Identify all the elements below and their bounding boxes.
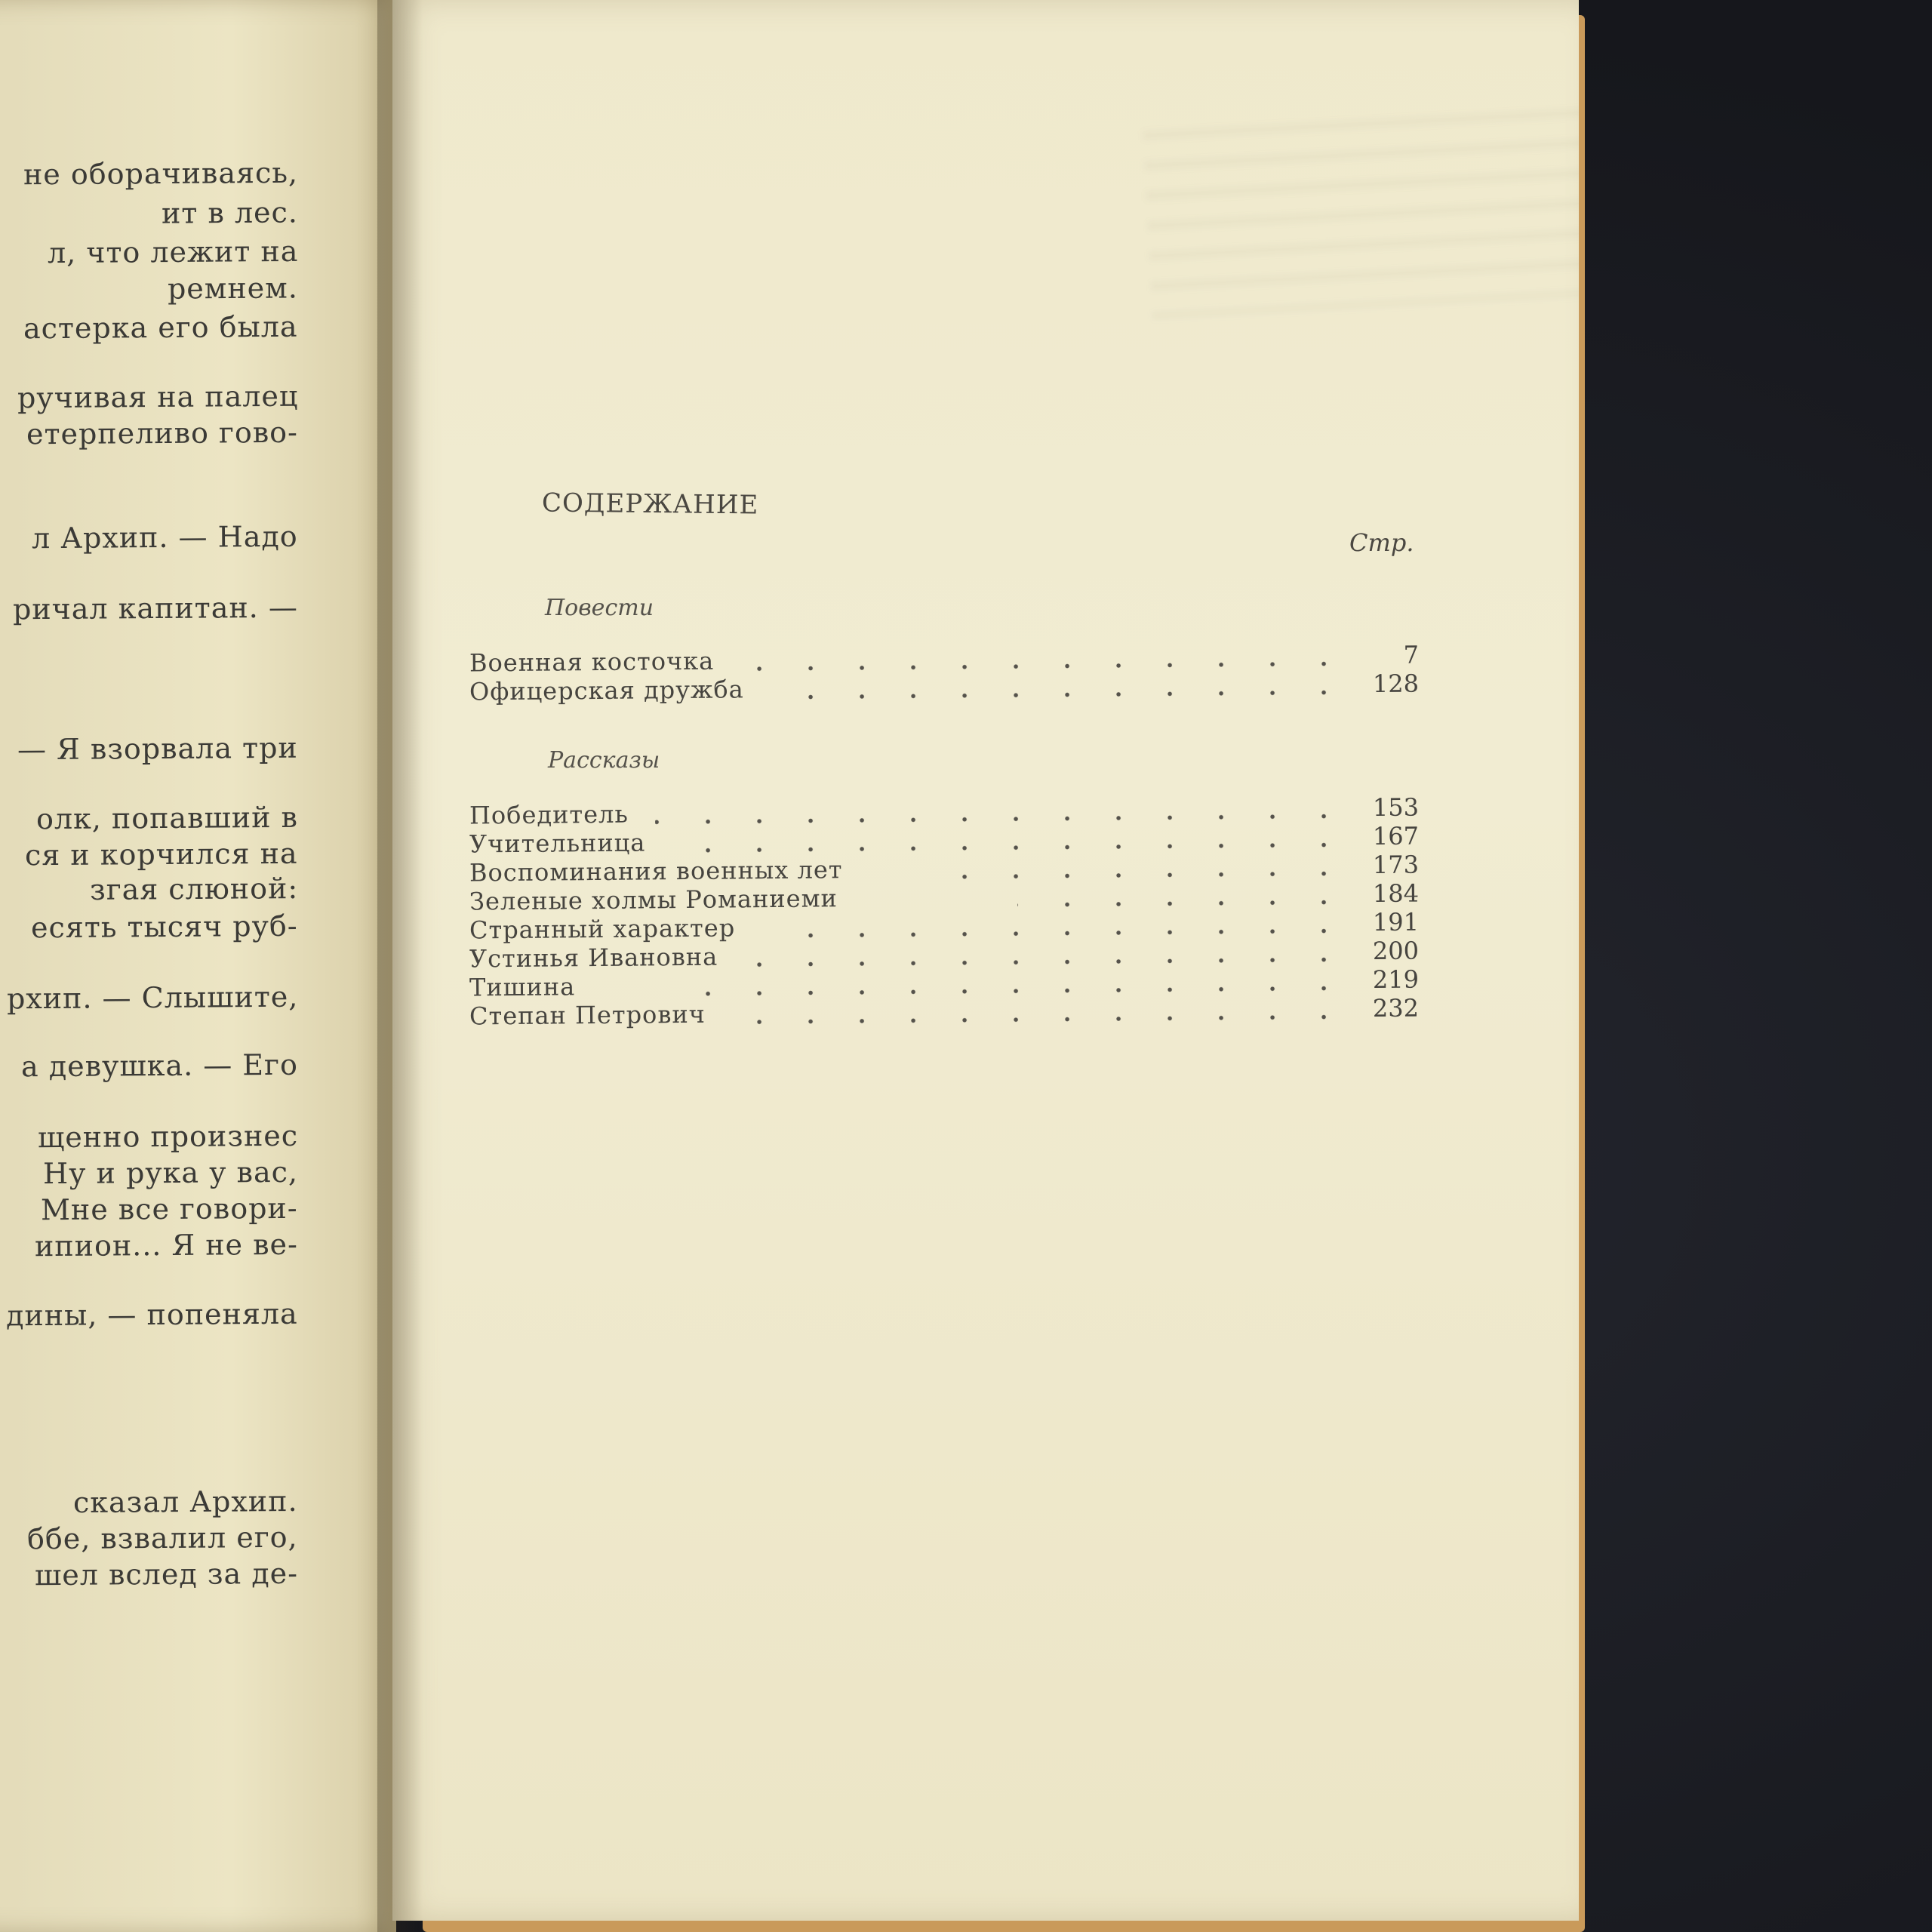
toc-entry-page: 153: [1372, 792, 1420, 823]
toc-entry-page: 184: [1372, 878, 1420, 909]
left-page-line: — Я взорвала три: [17, 731, 299, 767]
toc-dot-leader: [776, 689, 1349, 700]
toc-entry-title: Странный характер: [469, 913, 736, 945]
left-page-line: етерпеливо гово-: [26, 415, 299, 451]
left-page-line: астерка его была: [23, 309, 299, 346]
left-page-line: а девушка. — Его: [20, 1048, 299, 1084]
toc-entry-page: 167: [1372, 821, 1420, 851]
left-page-line: сказал Архип.: [73, 1484, 299, 1520]
left-page-line: ричал капитан. —: [12, 590, 299, 626]
toc-dot-leader: [746, 1014, 1349, 1025]
toc-title: СОДЕРЖАНИЕ: [541, 488, 759, 521]
left-page-line: Ну и рука у вас,: [42, 1155, 299, 1191]
left-page: [0, 0, 396, 1932]
show-through-text: [1143, 96, 1579, 320]
left-page-line: шел вслед за де-: [34, 1556, 299, 1592]
toc-entry-page: 128: [1372, 669, 1420, 699]
left-page-line: дины, — попеняла: [6, 1297, 299, 1333]
left-page-line: олк, попавший в: [35, 800, 299, 836]
left-page-line: ручивая на палец: [17, 379, 299, 415]
toc-entry-title: Степан Петрович: [469, 999, 706, 1031]
left-page-line: ся и корчился на: [25, 836, 299, 872]
left-page-line: ремнем.: [168, 271, 299, 306]
toc-entry-page: 191: [1372, 907, 1420, 937]
toc-entry-title: Военная косточка: [469, 646, 715, 678]
toc-entry-title: Устинья Ивановна: [469, 942, 718, 974]
toc-entry-title: Учительница: [469, 828, 646, 859]
toc-entry-page: 7: [1403, 640, 1420, 669]
left-page-line: згая слюной:: [89, 872, 299, 906]
left-page-line: ит в лес.: [161, 195, 299, 230]
section-label-povesti: Повести: [545, 595, 654, 621]
left-page-line: л, что лежит на: [47, 234, 299, 270]
left-page-line: Мне все говори-: [41, 1191, 299, 1227]
toc-entry-title: Воспоминания военных лет: [469, 855, 843, 888]
left-page-line: ипион... Я не ве-: [34, 1227, 299, 1263]
toc-entry-title: Победитель: [469, 799, 629, 830]
toc-entry-page: 232: [1372, 993, 1420, 1023]
toc-entry-page: 200: [1372, 936, 1420, 966]
section-label-rasskazy: Рассказы: [548, 747, 660, 774]
toc-entry-title: Офицерская дружба: [469, 675, 744, 706]
pages-column-label: Стр.: [1349, 528, 1414, 557]
gutter-shadow: [377, 0, 423, 1932]
left-page-line: есять тысяч руб-: [31, 909, 299, 945]
left-page-line: рхип. — Слышите,: [6, 980, 299, 1016]
toc-entry-title: Тишина: [469, 972, 576, 1002]
left-page-line: не оборачиваясь,: [23, 155, 299, 192]
left-page-line: щенно произнес: [37, 1118, 299, 1155]
left-page-line: ббе, взвалил его,: [27, 1520, 299, 1556]
toc-entry-title: Зеленые холмы Романиеми: [469, 884, 838, 916]
toc-entry-page: 219: [1372, 964, 1420, 995]
toc-entry-page: 173: [1372, 850, 1420, 880]
left-page-line: л Архип. — Надо: [32, 519, 299, 555]
